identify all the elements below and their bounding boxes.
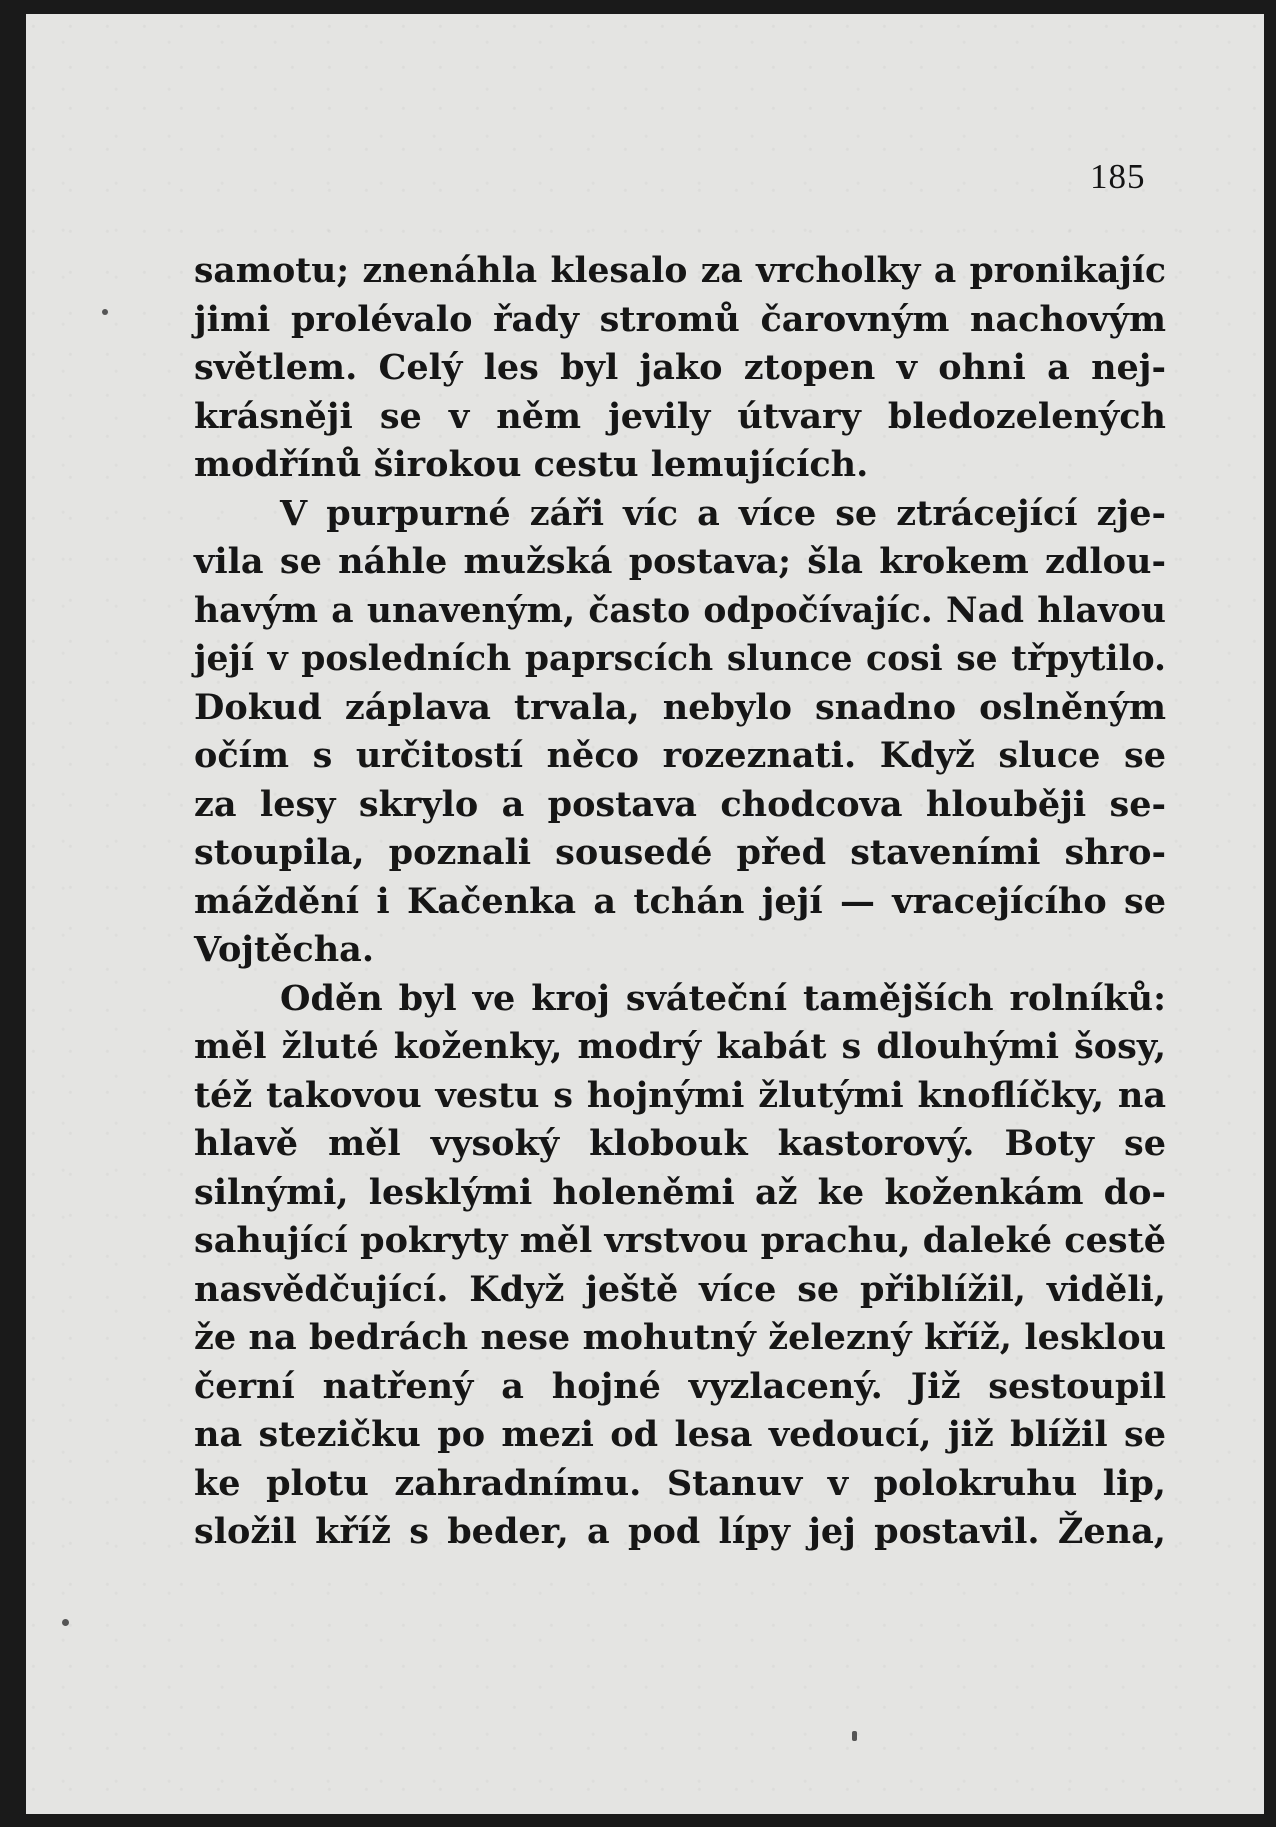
text-line: Dokud záplava trvala, nebylo snadno oslněným (194, 686, 1166, 728)
text-line: modřínů širokou cestu lemujících. (194, 444, 869, 485)
print-speck (62, 1619, 69, 1626)
paragraph-1 (194, 247, 1166, 490)
text-line: stoupila, poznali sousedé před staveními shro- (194, 832, 1166, 873)
text-line: jimi prolévalo řady stromů čarovným nachovým (194, 298, 1166, 340)
text-line: máždění i Kačenka a tchán její — vracejícího se (194, 880, 1166, 922)
text-line: vila se náhle mužská postava; šla krokem zdlou- (194, 541, 1166, 582)
text-line: její v posledních paprscích slunce cosi se třpytilo. (194, 639, 1166, 679)
text-line: za lesy skrylo a postava chodcova hlouběji se- (194, 783, 1166, 825)
print-speck (102, 309, 108, 315)
text-line: na stezičku po mezi od lesa vedoucí, již blížil se (194, 1414, 1166, 1455)
text-line: havým a unaveným, často odpočívajíc. Nad hlavou (194, 590, 1166, 631)
text-line: Vojtěcha. (194, 929, 375, 970)
text-line: že na bedrách nese mohutný železný kříž, lesklou (194, 1317, 1166, 1358)
text-line: ke plotu zahradnímu. Stanuv v polokruhu lip, (194, 1462, 1166, 1504)
paragraph-2 (194, 490, 1166, 975)
text-line: Oděn byl ve kroj sváteční tamějších rolníků: (280, 977, 1166, 1019)
text-line: světlem. Celý les byl jako ztopen v ohni a nej- (194, 347, 1166, 388)
text-line: samotu; znenáhla klesalo za vrcholky a pronikajíc (194, 251, 1166, 291)
text-line: černí natřený a hojné vyzlacený. Již sestoupil (194, 1365, 1166, 1407)
text-line: hlavě měl vysoký klobouk kastorový. Boty se (194, 1123, 1166, 1164)
print-speck (852, 1731, 857, 1741)
book-page (26, 14, 1264, 1814)
text-line: složil kříž s beder, a pod lípy jej postavil. Žena, (194, 1511, 1166, 1552)
text-line: měl žluté koženky, modrý kabát s dlouhými šosy, (194, 1026, 1166, 1067)
text-line: očím s určitostí něco rozeznati. Když sluce se (194, 735, 1166, 776)
text-line: silnými, lesklými holeněmi až ke koženkám do- (194, 1171, 1166, 1213)
text-line: nasvědčující. Když ještě více se přiblížil, viděli, (194, 1268, 1166, 1310)
text-line: krásněji se v něm jevily útvary bledozelených (194, 395, 1166, 437)
text-line: též takovou vestu s hojnými žlutými knoflíčky, na (194, 1074, 1166, 1116)
page-number: 185 (1090, 157, 1146, 196)
body-text (194, 247, 1166, 1557)
text-line: sahující pokryty měl vrstvou prachu, daleké cestě (194, 1220, 1166, 1261)
paragraph-3 (194, 975, 1166, 1557)
text-line: V purpurné záři víc a více se ztrácející zje- (280, 492, 1166, 534)
